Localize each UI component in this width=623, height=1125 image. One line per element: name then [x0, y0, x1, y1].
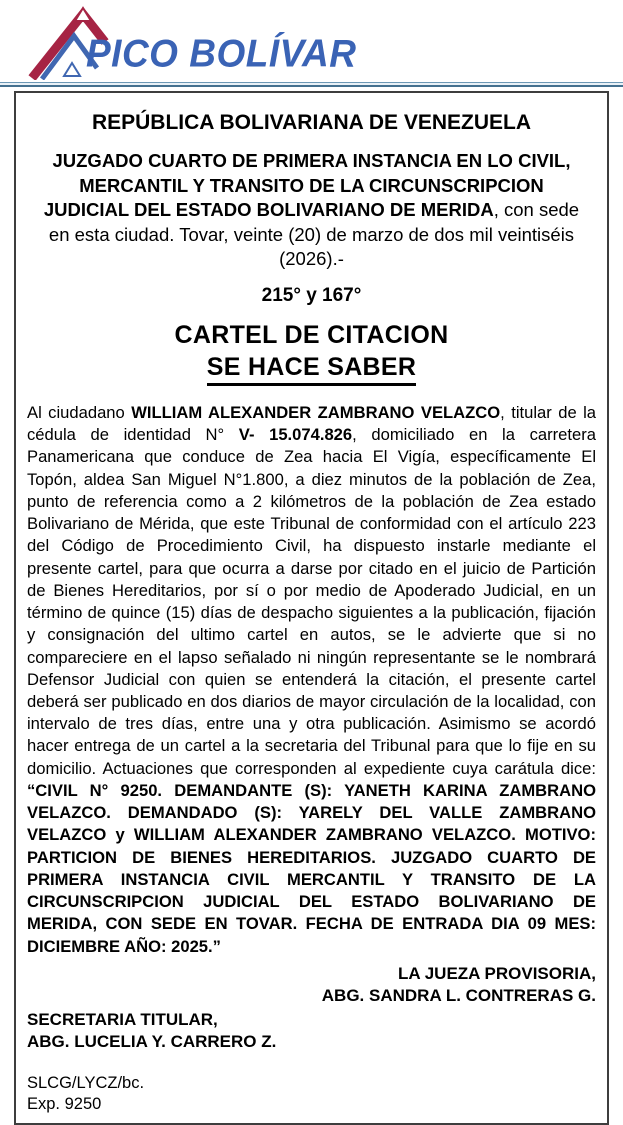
masthead-divider-rule [0, 82, 623, 87]
footer-expediente: Exp. 9250 [27, 1095, 102, 1114]
footer-initials: SLCG/LYCZ/bc. [27, 1074, 145, 1093]
country-title: REPÚBLICA BOLIVARIANA DE VENEZUELA [91, 111, 532, 134]
notice-subtitle-text: SE HACE SABER [207, 353, 417, 386]
notice-sheet [14, 91, 609, 1125]
judge-signature-block [27, 963, 596, 1007]
judge-title: LA JUEZA PROVISORIA, [397, 963, 596, 983]
years-line: 215° y 167° [261, 284, 362, 306]
judge-name: ABG. SANDRA L. CONTRERAS G. [321, 985, 596, 1005]
secretary-signature-block [27, 1009, 596, 1053]
court-header: JUZGADO CUARTO DE PRIMERA INSTANCIA EN LO CIVIL, MERCANTIL Y TRANSITO DE LA CIRCUNSCRIPCION JUDICIAL DEL ESTADO BOLIVARIANO DE MERIDA, con sede en esta ciudad. Tovar, veinte (20) de marzo de dos mil veintiséis (2026).- [43, 150, 580, 270]
masthead [0, 0, 623, 82]
secretary-name: ABG. LUCELIA Y. CARRERO Z. [27, 1032, 277, 1052]
sheet-footer [27, 1073, 596, 1115]
notice-subtitle [27, 353, 596, 386]
secretary-title: SECRETARIA TITULAR, [27, 1010, 218, 1030]
notice-title: CARTEL DE CITACION [174, 320, 449, 349]
notice-body: Al ciudadano WILLIAM ALEXANDER ZAMBRANO VELAZCO, titular de la cédula de identidad N° V- 15.074.826, domiciliado en la carretera Panamericana que conduce de Zea hacia El Vigía, específicamente El Topón, aldea San Miguel N°1.800, a diez minutos de la población de Zea, punto de referencia como a 2 kilómetros de la población de Zea estado Bolivariano de Mérida, que este Tribunal de conformidad con el artículo 223 del Código de Procedimiento Civil, ha dispuesto instarle mediante el presente cartel, para que ocurra a darse por citado en el juicio de Partición de Bienes Hereditarios, por sí o por medio de Apoderado Judicial, en un término de quince (15) días de despacho siguientes a la publicación, fijación y consignación del ultimo cartel en autos, se le advierte que si no compareciere en el lapso señalado ni ningún representante se le nombrará Defensor Judicial con quien se entenderá la citación, el presente cartel deberá ser publicado en dos diarios de mayor circulación de la localidad, con intervalo de tres días, entre una y otra publicación. Asimismo se acordó hacer entrega de un cartel a la secretaria del Tribunal para que lo fije en su domicilio. Actuaciones que corresponden al expediente cuya carátula dice: “CIVIL N° 9250. DEMANDANTE (S): YANETH KARINA ZAMBRANO VELAZCO. DEMANDADO (S): YARELY DEL VALLE ZAMBRANO VELAZCO y WILLIAM ALEXANDER ZAMBRANO VELAZCO. MOTIVO: PARTICION DE BIENES HEREDITARIOS. JUZGADO CUARTO DE PRIMERA INSTANCIA CIVIL MERCANTIL Y TRANSITO DE LA CIRCUNSCRIPCION JUDICIAL DEL ESTADO BOLIVARIANO DE MERIDA, CON SEDE EN TOVAR. FECHA DE ENTRADA DIA 09 MES: DICIEMBRE AÑO: 2025.” [27, 402, 597, 956]
brand-wordmark: PICO BOLÍVAR [86, 32, 357, 75]
